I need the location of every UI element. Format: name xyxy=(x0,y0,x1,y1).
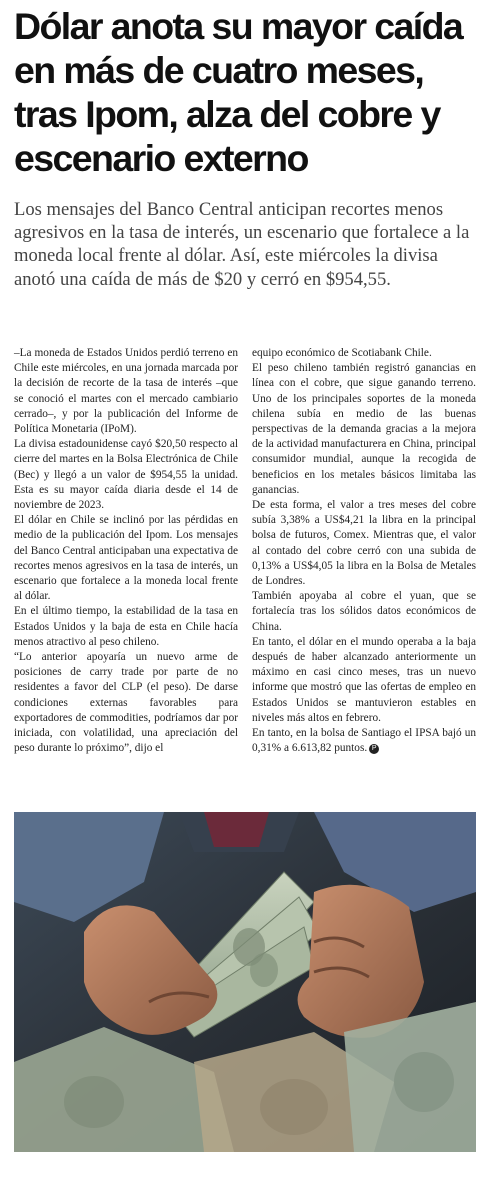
article-column-left xyxy=(14,346,238,756)
paragraph: De esta forma, el valor a tres meses del cobre subía 3,38% a US$4,21 la libra en la principal bolsa de futuros, Comex. Mientras que, el valor al contado del cobre cerró con una subida de 0,13% a US$4,05 la libra en la Bolsa de Metales de Londres. xyxy=(252,499,476,588)
deck: Los mensajes del Banco Central anticipan recortes menos agresivos en la tasa de interés, un escenario que fortalece a la moneda local frente al dólar. Así, este miércoles la divisa anotó una caída de más de $20 y cerró en $954,55. xyxy=(14,199,470,290)
paragraph-last xyxy=(252,726,476,756)
paragraph: También apoyaba al cobre el yuan, que se fortalecía tras los sólidos datos económicos de China. xyxy=(252,590,476,633)
article-photo xyxy=(14,812,476,1152)
headline: Dólar anota su mayor caída en más de cuatro meses, tras Ipom, alza del cobre y escenario externo xyxy=(14,5,463,179)
paragraph-last-text: En tanto, en la bolsa de Santiago el IPSA bajó un 0,31% a 6.613,82 puntos. xyxy=(252,727,476,755)
paragraph: –La moneda de Estados Unidos perdió terreno en Chile este miércoles, en una jornada marcada por la decisión de recorte de la tasa de interés –que se conoció el martes con el mercado cambiario cerrado–, y por la publicación del Informe de Política Monetaria (IPoM). xyxy=(14,347,238,436)
hands-with-dollar-bills-image xyxy=(14,812,476,1152)
paragraph: En tanto, el dólar en el mundo operaba a la baja después de haber alcanzado anteriormente un máximo en casi cinco meses, tras un nuevo informe que mostró que las ofertas de empleo en Estados Unidos se mantuvieron estables en niveles más altos en febrero. xyxy=(252,635,476,724)
end-of-article-icon: P xyxy=(369,744,379,754)
article-column-right xyxy=(252,346,476,756)
paragraph: La divisa estadounidense cayó $20,50 respecto al cierre del martes en la Bolsa Electrónica de Chile (Bec) y llegó a un valor de $954,55 la unidad. Esta es su mayor caída diaria desde el 14 de noviembre de 2023. xyxy=(14,438,238,512)
paragraph: “Lo anterior apoyaría un nuevo arme de posiciones de carry trade por parte de no residentes a favor del CLP (el peso). De darse condiciones externas favorables para exportadores de commodities, podríamos dar por iniciada, con volatilidad, una apreciación del peso durante lo próximo”, dijo el xyxy=(14,651,238,755)
paragraph: El peso chileno también registró ganancias en línea con el cobre, que sigue ganando terreno. Uno de los principales soportes de la moneda chilena subía en medio de las buenas perspectivas de la demanda gracias a la mejora de la actividad manufacturera en China, principal consumidor mundial, aunque la recogida de beneficios en los metales básicos limitaba las ganancias. xyxy=(252,362,476,496)
paragraph: El dólar en Chile se inclinó por las pérdidas en medio de la publicación del Ipom. Los mensajes del Banco Central anticipaban una expectativa de recortes menos agresivos en la tasa de interés, un escenario que fortalece a la moneda local frente al dólar. xyxy=(14,514,238,603)
paragraph: En el último tiempo, la estabilidad de la tasa en Estados Unidos y la baja de esta en Chile hacía menos atractivo al peso chileno. xyxy=(14,605,238,648)
paragraph: equipo económico de Scotiabank Chile. xyxy=(252,347,432,359)
